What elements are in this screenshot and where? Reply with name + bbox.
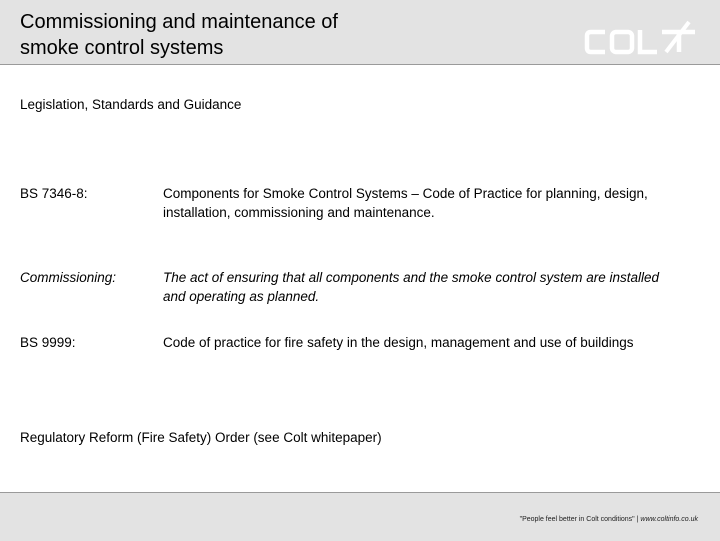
section-heading: Legislation, Standards and Guidance	[20, 97, 242, 112]
page-title: Commissioning and maintenance of smoke control systems	[20, 11, 338, 59]
footer-separator: |	[636, 516, 639, 523]
term-bs7346: BS 7346-8:	[20, 186, 88, 201]
regulatory-reform-note: Regulatory Reform (Fire Safety) Order (see Colt whitepaper)	[20, 430, 382, 445]
footer-tagline: "People feel better in Colt conditions"	[519, 516, 635, 523]
definition-bs7346: Components for Smoke Control Systems – Code of Practice for planning, design, installation, commissioning and maintenance.	[163, 186, 648, 220]
footer-bar	[0, 492, 720, 541]
definition-bs9999: Code of practice for fire safety in the design, management and use of buildings	[163, 335, 634, 350]
footer-text	[520, 516, 698, 523]
term-commissioning: Commissioning:	[20, 270, 117, 285]
footer-url[interactable]: www.coltinfo.co.uk	[640, 516, 698, 523]
colt-logo	[583, 18, 703, 58]
term-bs9999: BS 9999:	[20, 335, 76, 350]
header-bar	[0, 0, 720, 65]
definition-commissioning: The act of ensuring that all components and the smoke control system are installed and operating as planned.	[163, 270, 660, 304]
